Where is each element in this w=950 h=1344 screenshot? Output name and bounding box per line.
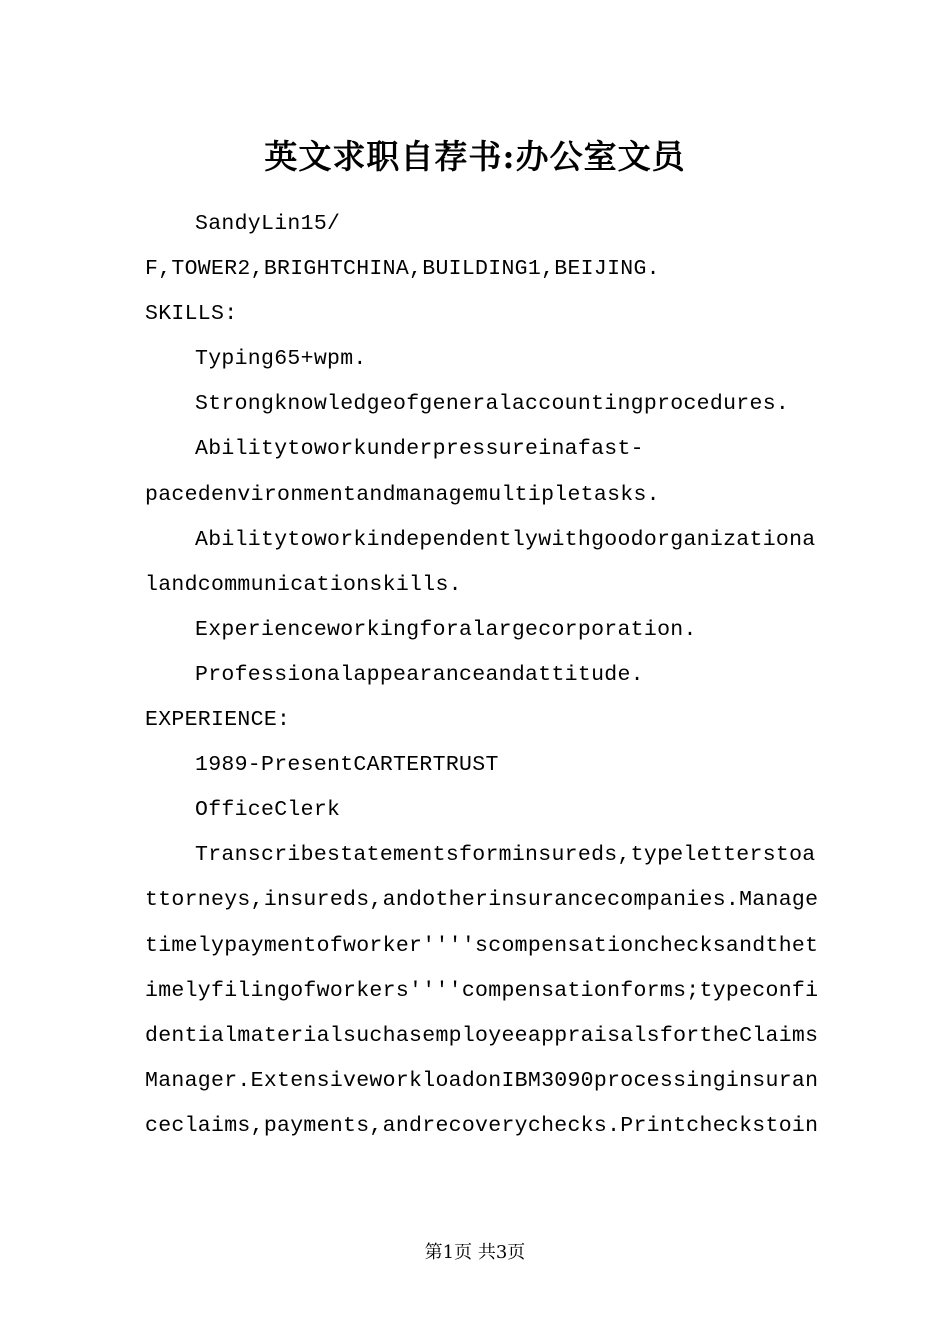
document-title: 英文求职自荐书:办公室文员 — [264, 137, 686, 176]
body-line: EXPERIENCE: — [145, 708, 291, 733]
body-line: Typing65+wpm. — [195, 347, 367, 372]
document-body — [145, 202, 819, 1149]
body-line: OfficeClerk — [195, 798, 341, 823]
body-line: ceclaims,payments,andrecoverychecks.Printcheckstoin — [145, 1113, 819, 1138]
body-line: dentialmaterialsuchasemployeeappraisalsfortheClaims — [145, 1023, 819, 1048]
body-line: SandyLin15/ — [195, 212, 341, 236]
body-line: Abilitytoworkindependentlywithgoodorganizationa — [195, 527, 816, 552]
body-line: ttorneys,insureds,andotherinsurancecompanies.Manage — [145, 888, 819, 913]
body-line: Abilitytoworkunderpressureinafast- — [195, 437, 644, 462]
body-line: Strongknowledgeofgeneralaccountingprocedures. — [195, 392, 790, 417]
body-line: F,TOWER2,BRIGHTCHINA,BUILDING1,BEIJING. — [145, 257, 660, 282]
body-line: 1989-PresentCARTERTRUST — [195, 753, 499, 778]
body-line: pacedenvironmentandmanagemultipletasks. — [145, 482, 660, 507]
body-line: Manager.ExtensiveworkloadonIBM3090processinginsuran — [145, 1068, 819, 1093]
body-line: timelypaymentofworker''''scompensationchecksandthet — [145, 933, 819, 958]
body-line: SKILLS: — [145, 302, 238, 327]
body-line: imelyfilingofworkers''''compensationforms;typeconfi — [145, 978, 819, 1003]
page-footer: 第1页 共3页 — [424, 1242, 526, 1263]
body-line: Transcribestatementsforminsureds,typeletterstoa — [195, 843, 816, 868]
body-line: Professionalappearanceandattitude. — [195, 662, 644, 687]
body-line: landcommunicationskills. — [145, 572, 462, 597]
body-line: Experienceworkingforalargecorporation. — [195, 617, 697, 642]
